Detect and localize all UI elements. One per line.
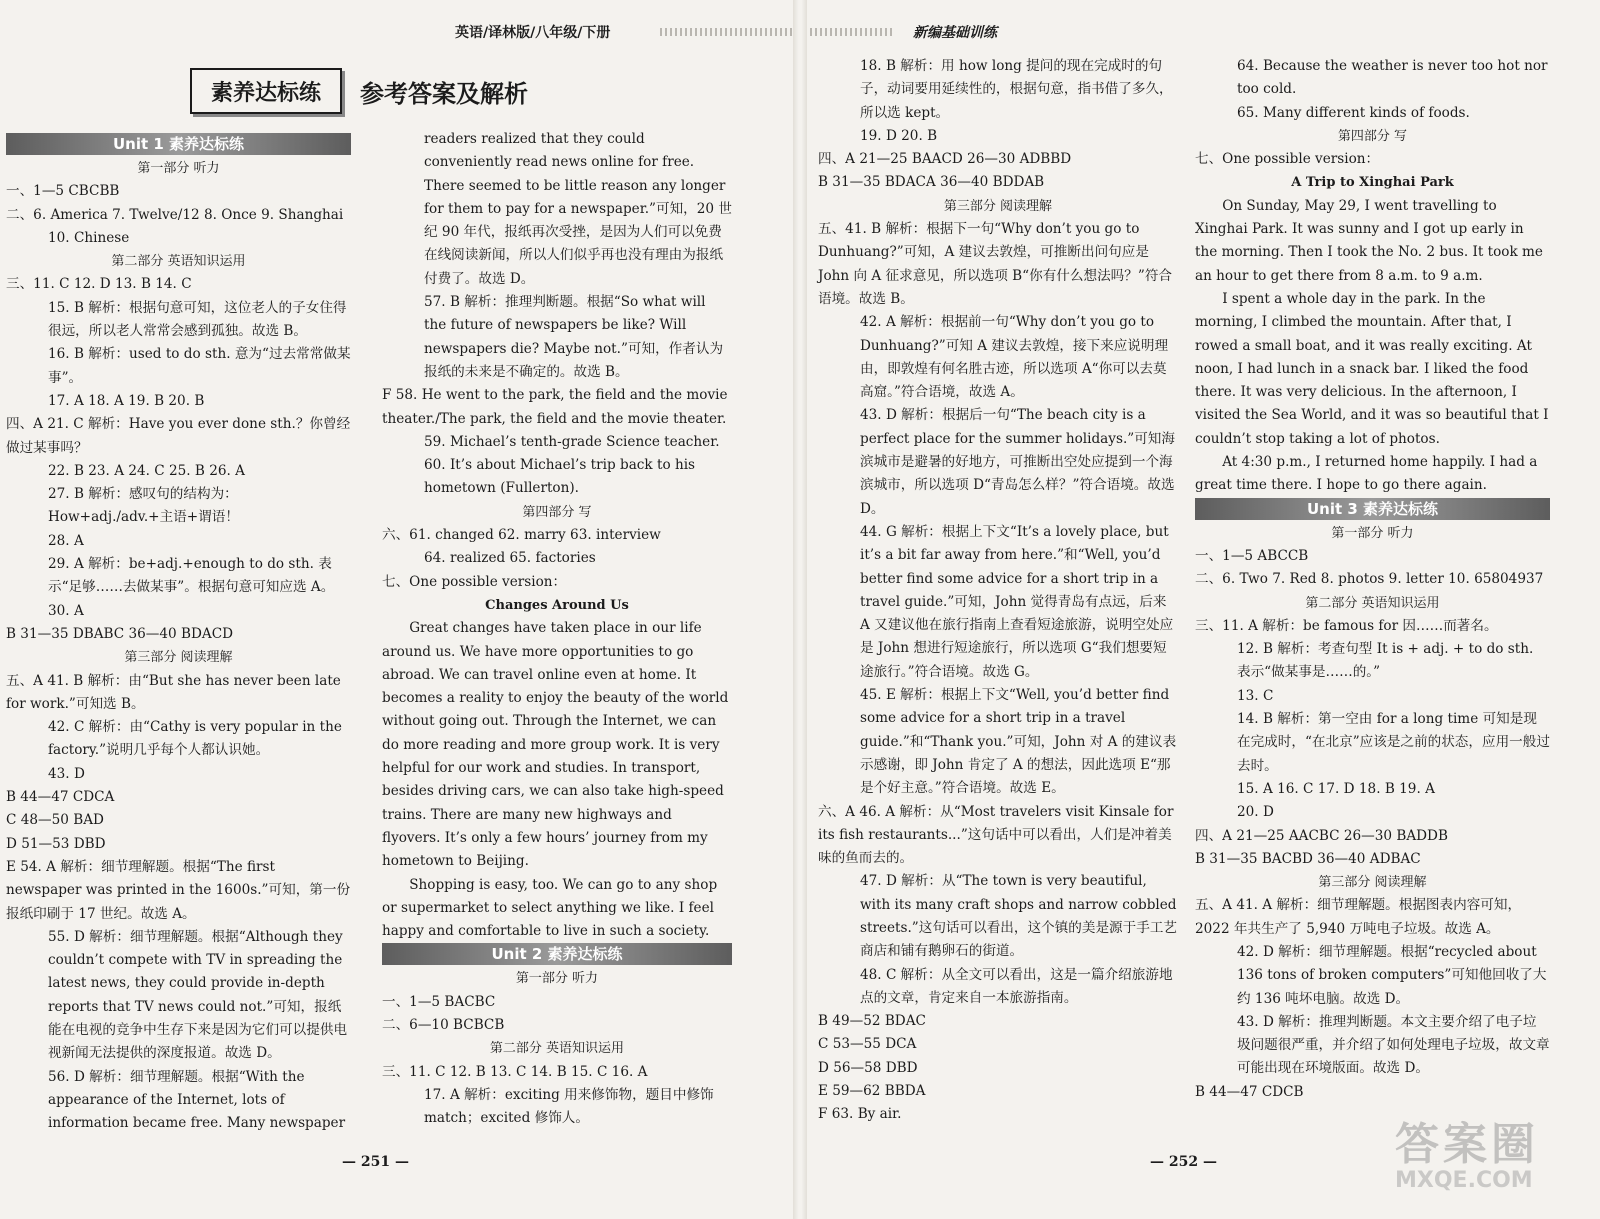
answer-line: 45. E 解析：根据上下文“Well, you’d better find some advice for a short trip in a travel guide.”和“Thank you.”可知，John 对 A 的建议表示感谢，即 John 肯定了 A 的想法，因此选项 E“那是个好主意。”符合语境。故选 E。 bbox=[860, 687, 1177, 797]
section-heading: 第三部分 阅读理解 bbox=[124, 650, 233, 666]
answer-line: 42. C 解析：由“Cathy is very popular in the factory.”说明几乎每个人都认识她。 bbox=[48, 719, 342, 759]
answer-line: B 31—35 BDACA 36—40 BDDAB bbox=[818, 174, 1045, 191]
answer-line: 42. D 解析：细节理解题。根据“recycled about 136 tons of broken computers”可知他回收了大约 136 吨坏电脑。故选 D。 bbox=[1237, 943, 1547, 1007]
answer-line: Great changes have taken place in our life around us. We have more opportunities to go abroad. We can travel online even at home. It becomes a reality to enjoy the beauty of the world without going out. Through the Internet, we can do more reading and more group work. It is very helpful for our work and studies. In transport, besides driving cars, we can also take high-speed trains. There are many new highways and flyovers. It’s only a few hours’ journey from my hometown to Beijing. bbox=[382, 620, 729, 870]
unit-heading: Unit 3 素养达标练 bbox=[1195, 498, 1550, 520]
right-column-2 bbox=[1195, 55, 1550, 1104]
essay-title: A Trip to Xinghai Park bbox=[1291, 175, 1454, 191]
answer-line: 29. A 解析：be+adj.+enough to do sth. 表示“足够……去做某事”。根据句意可知应选 A。 bbox=[48, 556, 335, 596]
section-heading: 第一部分 听力 bbox=[1331, 525, 1414, 541]
title-boxed-label: 素养达标练 bbox=[190, 68, 342, 114]
unit-heading: Unit 2 素养达标练 bbox=[382, 943, 732, 965]
answer-line: I spent a whole day in the park. In the morning, I climbed the mountain. After that, I rowed a small boat, and it was really exciting. At noon, I had lunch in a snack bar. I liked the food there. It was very delicious. In the afternoon, I visited the Sea World, and it was so beautiful that I couldn’t stop taking a lot of photos. bbox=[1195, 290, 1549, 447]
answer-line: 16. B 解析：used to do sth. 意为“过去常常做某事”。 bbox=[48, 346, 351, 386]
answer-line: E 54. A 解析：细节理解题。根据“The first newspaper was printed in the 1600s.”可知，第一份报纸印刷于 17 世纪。故选 A。 bbox=[6, 858, 351, 922]
left-column-1 bbox=[6, 133, 351, 1135]
section-heading: 第三部分 阅读理解 bbox=[943, 198, 1053, 214]
right-page bbox=[810, 0, 1600, 1219]
answer-line: 48. C 解析：从全文可以看出，这是一篇介绍旅游地点的文章，肯定来自一本旅游指南。 bbox=[860, 966, 1173, 1006]
answer-line: 22. B 23. A 24. C 25. B 26. A bbox=[48, 462, 245, 479]
answer-line: 17. A 18. A 19. B 20. B bbox=[48, 392, 205, 409]
answer-line: 二、6. America 7. Twelve/12 8. Once 9. Shanghai bbox=[6, 206, 344, 223]
answer-line: 一、1—5 BACBC bbox=[382, 993, 496, 1010]
section-heading: 第二部分 英语知识运用 bbox=[489, 1041, 625, 1057]
answer-line: 15. B 解析：根据句意可知，这位老人的子女住得很远，所以老人常常会感到孤独。故选 B。 bbox=[48, 299, 347, 340]
page-title: 参考答案及解析 bbox=[360, 80, 528, 108]
answer-line: 17. A 解析：exciting 用来修饰物，题目中修饰 match；excited 修饰人。 bbox=[424, 1086, 714, 1127]
left-column-2 bbox=[382, 128, 732, 1130]
answer-line: readers realized that they could conveniently read news online for free. There seemed to be little reason any longer for them to pay for a newspaper.”可知，20 世纪 90 年代，报纸再次受挫，是因为人们可以免费在线阅读新闻，所以人们似乎再也没有理由为报纸付费了。故选 D。 bbox=[424, 131, 732, 287]
answer-line: 43. D bbox=[48, 765, 85, 782]
page-number-left: — 251 — bbox=[342, 1154, 409, 1170]
answer-line: 43. D 解析：推理判断题。本文主要介绍了电子垃圾问题很严重，并介绍了如何处理电子垃圾，故文章可能出现在环境版面。故选 D。 bbox=[1237, 1013, 1550, 1077]
answer-line: 19. D 20. B bbox=[860, 127, 938, 144]
watermark-url: MXQE.COM bbox=[1395, 1168, 1533, 1193]
answer-line: 44. G 解析：根据上下文“It’s a lovely place, but it’s a bit far away from here.”和“Well, you’d better find some advice for a short trip in a travel guide.”可知，John 觉得青岛有点远，后来 A 又建议他在旅行指南上查看短途旅游，说明空处应是 John 想进行短途旅行，所以选项 G“我们想要短途旅行。”符合语境。故选 G。 bbox=[860, 523, 1174, 680]
answer-line: B 31—35 BACBD 36—40 ADBAC bbox=[1195, 850, 1421, 867]
answer-line: 五、41. B 解析：根据下一句“Why don’t you go to Dunhuang?”可知，A 建议去敦煌，可推断出问句应是 John 向 A 征求意见，所以选项 B“你有什么想法吗？”符合语境。故选 B。 bbox=[818, 221, 1173, 307]
answer-line: At 4:30 p.m., I returned home happily. I had a great time there. I hope to go there again. bbox=[1195, 454, 1538, 494]
answer-line: 42. A 解析：根据前一句“Why don’t you go to Dunhuang?”可知 A 建议去敦煌，接下来应说明理由，即敦煌有何名胜古迹，所以选项 A“你可以去莫高窟。”符合语境，故选 A。 bbox=[860, 314, 1169, 401]
answer-line: E 59—62 BBDA bbox=[818, 1083, 926, 1100]
answer-line: 64. Because the weather is never too hot nor too cold. bbox=[1237, 58, 1548, 98]
answer-line: 三、11. C 12. B 13. C 14. B 15. C 16. A bbox=[382, 1063, 648, 1080]
answer-line: 30. A bbox=[48, 602, 84, 619]
answer-line: B 31—35 DBABC 36—40 BDACD bbox=[6, 625, 234, 642]
answer-line: 五、A 41. A 解析：细节理解题。根据图表内容可知，2022 年共生产了 5,940 万吨电子垃圾。故选 A。 bbox=[1195, 897, 1522, 937]
section-heading: 第一部分 听力 bbox=[137, 161, 220, 176]
answer-line: D 56—58 DBD bbox=[818, 1059, 918, 1076]
answer-line: 64. realized 65. factories bbox=[424, 550, 596, 567]
answer-line: 一、1—5 CBCBB bbox=[6, 183, 120, 200]
answer-line: 56. D 解析：细节理解题。根据“With the appearance of the Internet, lots of information became free. Many newspaper bbox=[48, 1068, 346, 1132]
book-gutter bbox=[793, 0, 807, 1219]
book-brand-label: 新编基础训练 bbox=[913, 25, 997, 41]
answer-line: 七、One possible version： bbox=[1195, 151, 1380, 168]
answer-line: 18. B 解析：用 how long 提问的现在完成时的句子，动词要用延续性的，根据句意，指书借了多久，所以选 kept。 bbox=[860, 58, 1173, 121]
answer-line: 13. C bbox=[1237, 687, 1274, 704]
answer-line: 二、6—10 BCBCB bbox=[382, 1016, 505, 1033]
watermark-logo bbox=[1395, 1108, 1595, 1218]
page-number-right: — 252 — bbox=[1150, 1154, 1217, 1170]
answer-line: 四、A 21—25 AACBC 26—30 BADDB bbox=[1195, 827, 1448, 844]
answer-line: 15. A 16. C 17. D 18. B 19. A bbox=[1237, 780, 1435, 797]
answer-line: 二、6. Two 7. Red 8. photos 9. letter 10. 65804937 bbox=[1195, 571, 1544, 588]
book-series-label: 英语/译林版/八年级/下册 bbox=[455, 25, 611, 41]
answer-line: Shopping is easy, too. We can go to any shop or supermarket to select anything we like. I feel happy and comfortable to live in such a society. bbox=[382, 876, 718, 940]
answer-line: 12. B 解析：考查句型 It is + adj. + to do sth. 表示“做某事是……的。” bbox=[1237, 641, 1534, 681]
answer-line: 14. B 解析：第一空由 for a long time 可知是现在完成时，“在北京”应该是之前的状态，应用一般过去时。 bbox=[1237, 711, 1550, 774]
watermark-text: 答案圈 bbox=[1395, 1119, 1539, 1170]
answer-line: 55. D 解析：细节理解题。根据“Although they couldn’t compete with TV in spreading the latest news, they could provide in-depth reports that TV news could not.”可知，报纸能在电视的竞争中生存下来是因为它们可以提供电视新闻无法提供的深度报道。故选 D。 bbox=[48, 928, 348, 1062]
left-page bbox=[0, 0, 790, 1219]
answer-line: 七、One possible version： bbox=[382, 573, 567, 590]
answer-line: 60. It’s about Michael’s trip back to his hometown (Fullerton). bbox=[424, 457, 696, 497]
answer-line: C 48—50 BAD bbox=[6, 812, 104, 829]
answer-line: 10. Chinese bbox=[48, 229, 130, 246]
answer-line: B 44—47 CDCB bbox=[1195, 1083, 1304, 1100]
answer-line: 65. Many different kinds of foods. bbox=[1237, 104, 1470, 121]
right-column-1 bbox=[818, 55, 1178, 1127]
section-heading: 第三部分 阅读理解 bbox=[1318, 875, 1427, 891]
answer-line: 五、A 41. B 解析：由“But she has never been late for work.”可知选 B。 bbox=[6, 672, 341, 712]
answer-line: 28. A bbox=[48, 532, 84, 549]
answer-line: 三、11. A 解析：be famous for 因……而著名。 bbox=[1195, 617, 1498, 634]
answer-line: 四、A 21—25 BAACD 26—30 ADBBD bbox=[818, 151, 1072, 168]
answer-line: F 63. By air. bbox=[818, 1106, 902, 1123]
answer-line: D 51—53 DBD bbox=[6, 835, 106, 852]
answer-line: B 49—52 BDAC bbox=[818, 1013, 926, 1030]
section-heading: 第二部分 英语知识运用 bbox=[1305, 595, 1440, 611]
answer-line: 六、61. changed 62. marry 63. interview bbox=[382, 527, 661, 544]
unit-heading: Unit 1 素养达标练 bbox=[6, 133, 351, 155]
answer-line: 三、11. C 12. D 13. B 14. C bbox=[6, 276, 192, 293]
answer-line: 四、A 21. C 解析：Have you ever done sth.？你曾经做过某事吗？ bbox=[6, 416, 351, 456]
essay-title: Changes Around Us bbox=[485, 597, 629, 613]
section-heading: 第四部分 写 bbox=[1337, 128, 1408, 144]
answer-line: 59. Michael’s tenth-grade Science teacher. bbox=[424, 433, 720, 450]
answer-line: 20. D bbox=[1237, 804, 1274, 821]
answer-line: C 53—55 DCA bbox=[818, 1036, 917, 1053]
answer-line: 43. D 解析：根据后一句“The beach city is a perfect place for the summer holidays.”可知海滨城市是避暑的好地方，可推断出空处应提到一个海滨城市，所以选项 D“青岛怎么样？”符合语境。故选 D。 bbox=[860, 407, 1175, 517]
answer-line: B 44—47 CDCA bbox=[6, 789, 115, 806]
answer-line: 27. B 解析：感叹句的结构为：How+adj./adv.+主语+谓语！ bbox=[48, 486, 239, 526]
answer-line: On Sunday, May 29, I went travelling to Xinghai Park. It was sunny and I got up early in the morning. Then I took the No. 2 bus. It took me an hour to get there from 8 a.m. to 9 a.m. bbox=[1195, 197, 1543, 284]
section-heading: 第二部分 英语知识运用 bbox=[111, 254, 246, 270]
answer-line: F 58. He went to the park, the field and the movie theater./The park, the field and the movie theater. bbox=[382, 387, 728, 427]
answer-line: 47. D 解析：从“The town is very beautiful, with its many craft shops and narrow cobbled streets.”这句话可以看出，这个镇的美是源于手工艺商店和铺有鹅卵石的街道。 bbox=[860, 873, 1178, 960]
section-heading: 第一部分 听力 bbox=[515, 971, 599, 987]
answer-line: 一、1—5 ABCCB bbox=[1195, 547, 1309, 564]
answer-line: 六、A 46. A 解析：从“Most travelers visit Kinsale for its fish restaurants...”这句话中可以看出，人们是冲着美味的鱼而去的。 bbox=[818, 803, 1174, 867]
answer-line: 57. B 解析：推理判断题。根据“So what will the future of newspapers be like? Will newspapers die? Maybe not.”可知，作者认为报纸的未来是不确定的。故选 B。 bbox=[424, 294, 724, 380]
section-heading: 第四部分 写 bbox=[522, 504, 592, 520]
